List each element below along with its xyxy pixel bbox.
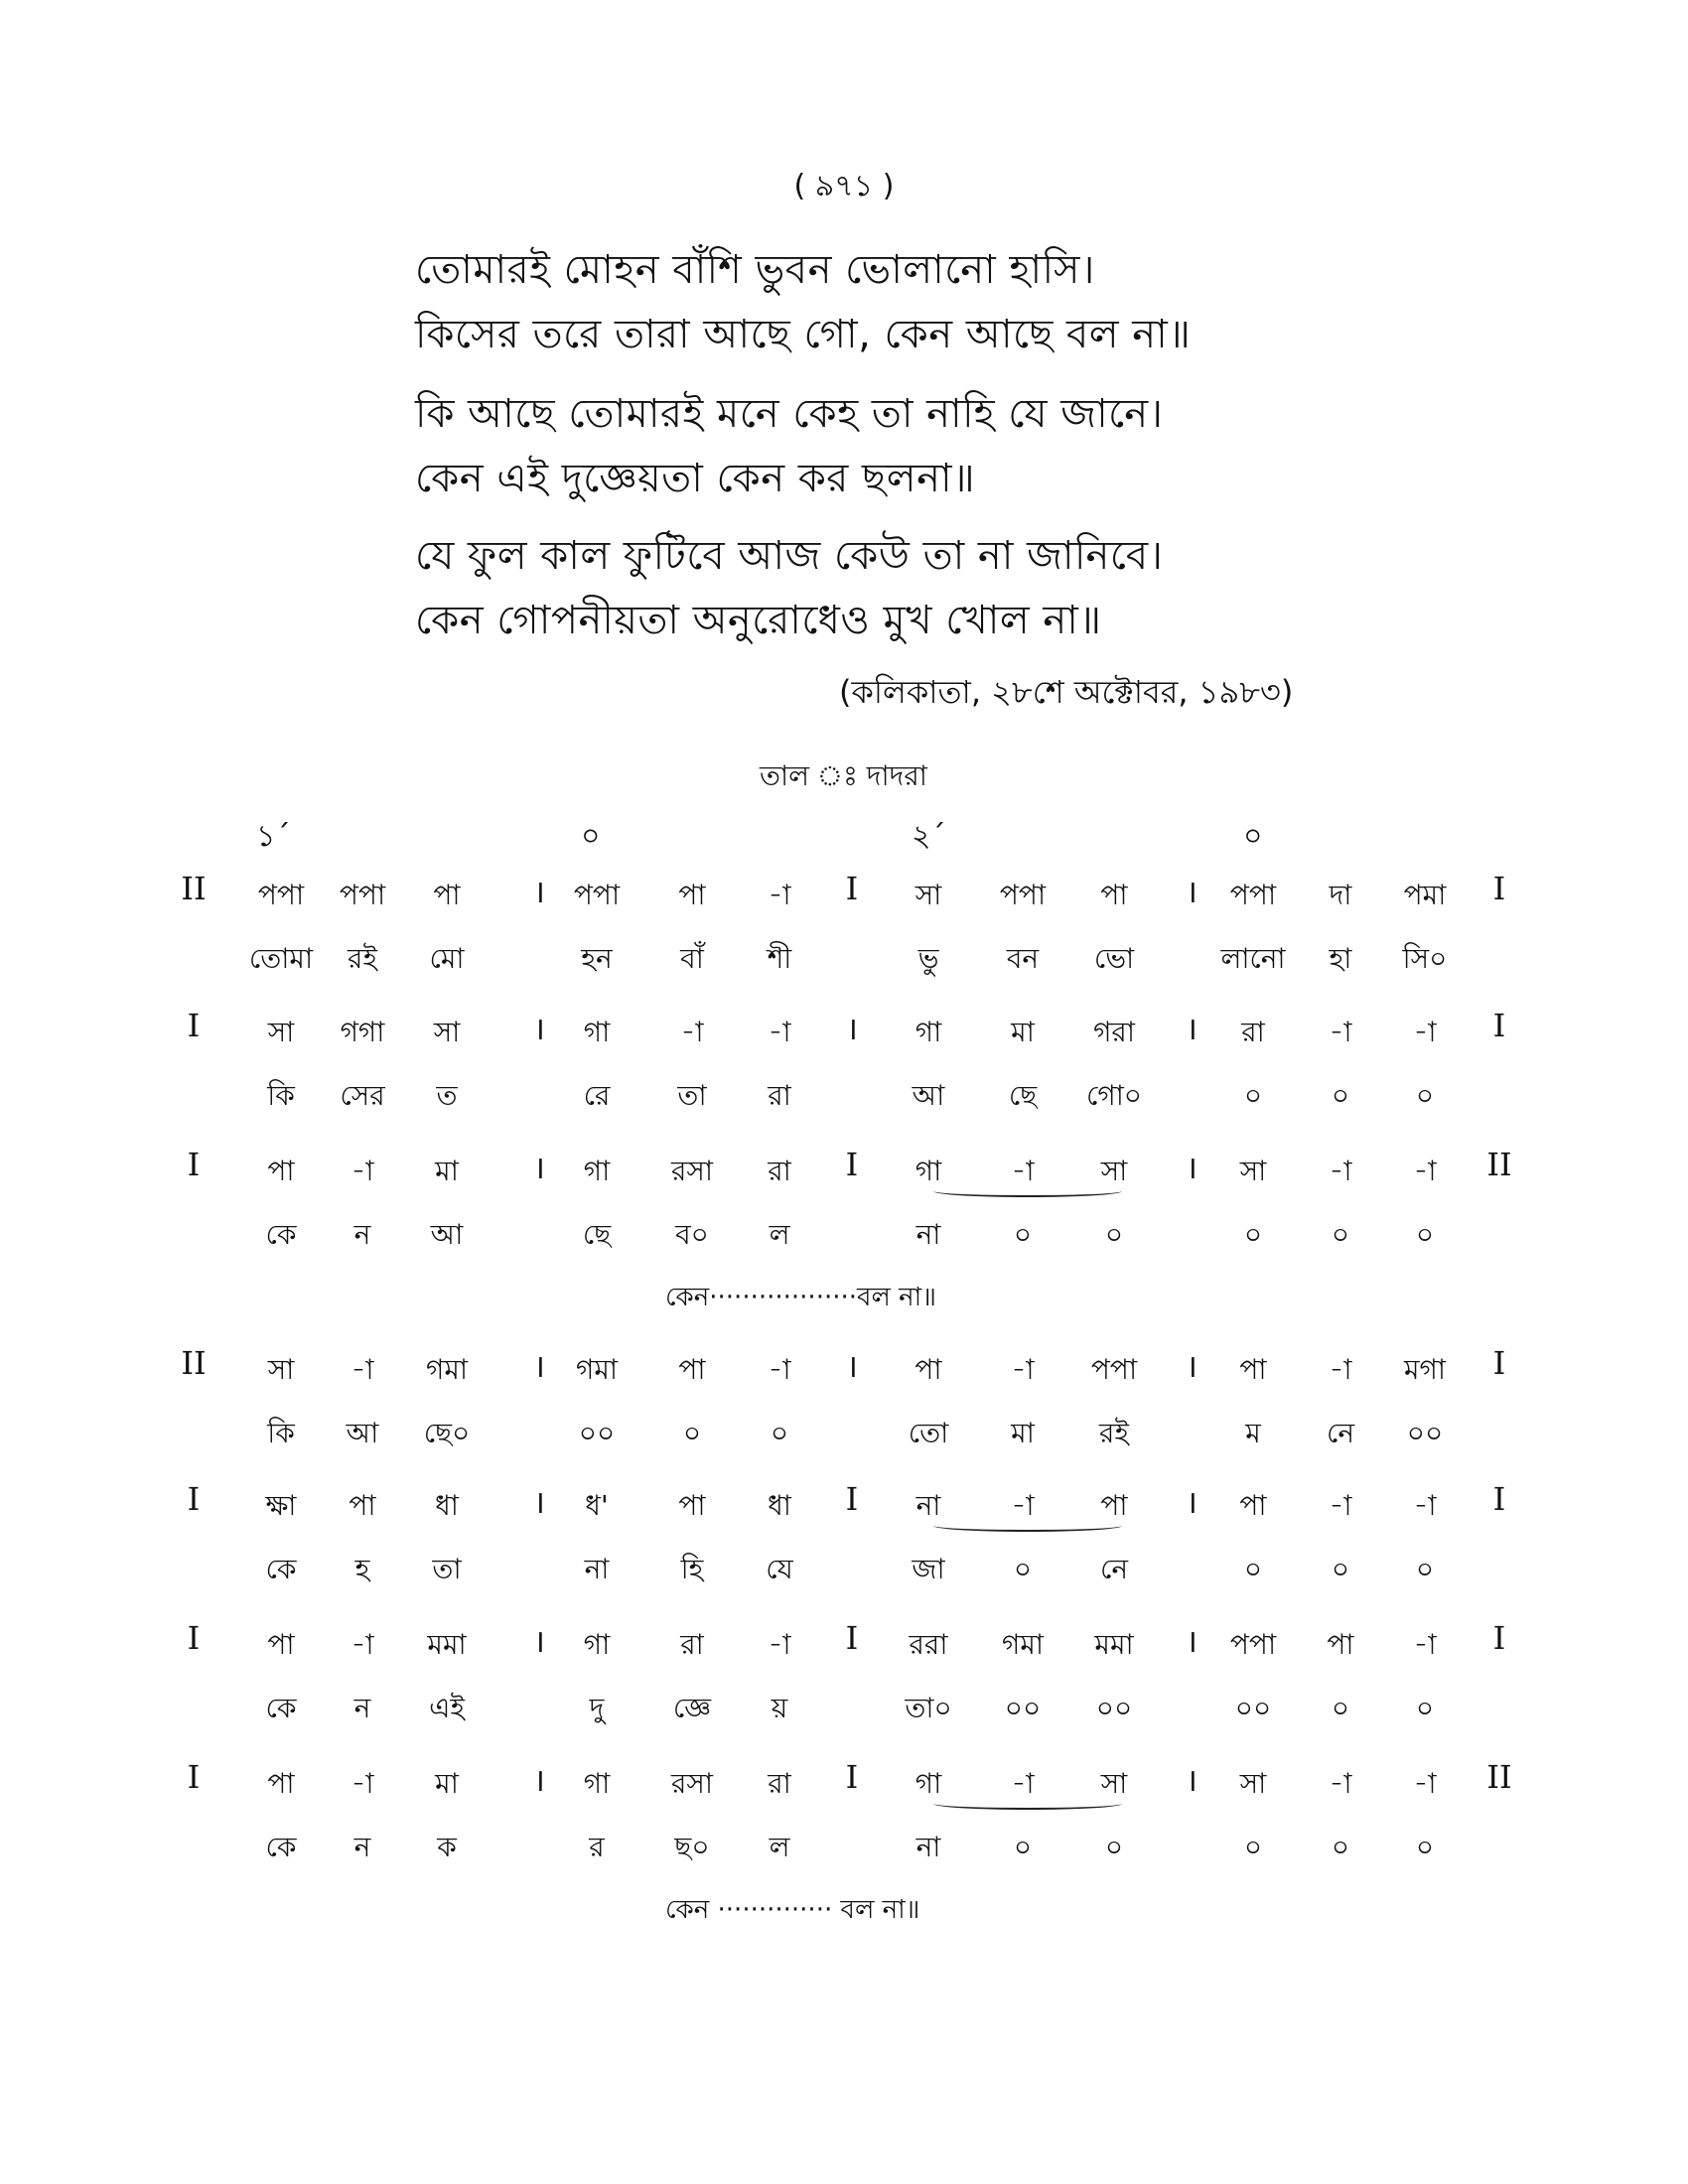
swara-note: পপা <box>339 879 386 911</box>
lyric-syllable: ন <box>353 1692 371 1724</box>
bar-line: I <box>187 1007 201 1044</box>
swara-note: গা <box>583 1628 611 1661</box>
lyric-syllable: ০ <box>1104 1218 1124 1251</box>
swara-note: গা <box>583 1155 611 1187</box>
meend-curve <box>933 1520 1122 1532</box>
bar-line: II <box>1486 1146 1512 1183</box>
swara-note: পপা <box>573 879 621 911</box>
lyric-syllable: শী <box>767 942 792 975</box>
lyric-syllable: কে <box>265 1692 297 1724</box>
lyric-syllable: ০ <box>1331 1218 1350 1251</box>
swara-note: গগা <box>340 1016 385 1048</box>
swara-note: -া <box>351 1628 374 1661</box>
lyric-syllable: ন <box>353 1218 371 1251</box>
swara-note: -া <box>1329 1016 1352 1048</box>
lyric-syllable: ০ <box>1415 1079 1435 1112</box>
lyric-syllable: নে <box>1326 1417 1355 1449</box>
lyric-syllable: ন <box>353 1831 371 1863</box>
lyric-syllable: ভো <box>1093 942 1135 975</box>
bar-line: । <box>845 1347 859 1385</box>
swara-note: -া <box>1413 1016 1437 1048</box>
swara-note: -া <box>1413 1489 1437 1522</box>
lyric-syllable: ছে০ <box>423 1417 471 1449</box>
lyric-syllable: নে <box>1099 1553 1129 1585</box>
swara-note: পা <box>914 1353 942 1386</box>
lyric-syllable: আ <box>912 1079 945 1112</box>
lyric-syllable: হি <box>680 1553 704 1585</box>
bar-line: । <box>532 1010 546 1047</box>
bar-line: । <box>532 1149 546 1186</box>
lyric-syllable: আ <box>430 1218 464 1251</box>
lyric-syllable: তো <box>908 1417 949 1449</box>
swara-note: -া <box>1011 1767 1035 1800</box>
lyric-syllable: ০০ <box>1234 1692 1272 1724</box>
lyric-syllable: য় <box>771 1692 788 1724</box>
bar-line: II <box>1486 1758 1512 1796</box>
swara-note: সা <box>914 879 942 911</box>
lyric-syllable: কে <box>265 1218 297 1251</box>
lyric-syllable: হন <box>581 942 613 975</box>
lyric-syllable: ০০ <box>1004 1692 1042 1724</box>
lyric-syllable: র <box>589 1831 605 1863</box>
swara-note: -া <box>351 1767 374 1800</box>
lyric-syllable: ছ০ <box>674 1831 710 1863</box>
swara-note: সা <box>1100 1767 1128 1800</box>
swara-note: ররা <box>909 1628 948 1661</box>
beat-marker: ০ <box>1243 819 1263 854</box>
lyric-syllable: ০ <box>1415 1692 1435 1724</box>
swara-note: পা <box>1327 1628 1354 1661</box>
swara-note: পপা <box>1229 1628 1277 1661</box>
bar-line: । <box>1185 1149 1198 1186</box>
lyric-syllable: রই <box>1099 1417 1129 1449</box>
swara-note: রা <box>680 1628 704 1661</box>
swara-note: -া <box>351 1353 374 1386</box>
swara-note: পা <box>267 1767 295 1800</box>
swara-note: গরা <box>1093 1016 1135 1048</box>
beat-marker: ২´ <box>912 819 946 854</box>
swara-note: -া <box>768 879 791 911</box>
bar-line: । <box>1185 873 1198 910</box>
swara-note: -া <box>768 1016 791 1048</box>
date-place-note: (কলিকাতা, ২৮শে অক্টোবর, ১৯৮৩) <box>839 673 1294 711</box>
swara-note: ধা <box>768 1489 791 1522</box>
lyric-syllable: মো <box>429 942 465 975</box>
lyric-syllable: তা০ <box>905 1692 952 1724</box>
lyric-syllable: ল <box>769 1218 790 1251</box>
swara-note: পপা <box>999 879 1047 911</box>
lyric-syllable: মা <box>1011 1417 1035 1449</box>
swara-note: রা <box>768 1767 791 1800</box>
lyric-syllable: না <box>915 1218 941 1251</box>
lyric-syllable: ০০ <box>1095 1692 1133 1724</box>
repeat-note: কেন··················বল না॥ <box>665 1283 936 1312</box>
swara-note: ধ' <box>585 1489 609 1522</box>
bar-line: I <box>187 1146 201 1183</box>
swara-note: মগা <box>1403 1353 1447 1386</box>
lyric-syllable: রে <box>583 1079 611 1112</box>
bar-line: । <box>1185 1010 1198 1047</box>
swara-note: -া <box>1329 1489 1352 1522</box>
swara-note: গা <box>583 1016 611 1048</box>
bar-line: । <box>845 1010 859 1047</box>
swara-note: গমা <box>425 1353 469 1386</box>
swara-note: রসা <box>670 1767 714 1800</box>
swara-note: মা <box>1011 1016 1035 1048</box>
meend-curve <box>933 1185 1122 1197</box>
lyric-syllable: দু <box>589 1692 605 1724</box>
swara-note: সা <box>1239 1767 1267 1800</box>
swara-note: রা <box>1241 1016 1265 1048</box>
meend-curve <box>933 1798 1122 1810</box>
swara-note: -া <box>680 1016 704 1048</box>
swara-note: -া <box>1413 1767 1437 1800</box>
swara-note: -া <box>768 1353 791 1386</box>
swara-note: না <box>915 1489 941 1522</box>
swara-note: রসা <box>670 1155 714 1187</box>
lyric-syllable: ০ <box>770 1417 789 1449</box>
lyric-syllable: ০ <box>1415 1218 1435 1251</box>
lyric-syllable: ম <box>1245 1417 1261 1449</box>
bar-line: I <box>187 1758 201 1796</box>
swara-note: রা <box>768 1155 791 1187</box>
swara-note: -া <box>768 1628 791 1661</box>
swara-note: পপা <box>257 879 305 911</box>
lyric-syllable: ০ <box>1013 1831 1033 1863</box>
lyric-syllable: সি০ <box>1402 942 1448 975</box>
swara-note: সা <box>267 1353 295 1386</box>
swara-note: পা <box>1239 1489 1267 1522</box>
bar-line: I <box>1492 1007 1506 1044</box>
tala-label: তাল ঃ দাদরা <box>760 759 927 792</box>
lyric-syllable: লানো <box>1220 942 1286 975</box>
page-number: ( ৯৭১ ) <box>793 169 895 204</box>
lyric-syllable: হ <box>354 1553 370 1585</box>
bar-line: II <box>181 1344 207 1382</box>
bar-line: I <box>1492 1480 1506 1518</box>
swara-note: সা <box>1100 1155 1128 1187</box>
lyric-syllable: এই <box>429 1692 465 1724</box>
lyric-syllable: রই <box>348 942 377 975</box>
lyric-syllable: তা <box>677 1079 707 1112</box>
lyric-syllable: ০ <box>1243 1079 1263 1112</box>
lyric-syllable: তোমা <box>248 942 314 975</box>
lyric-syllable: না <box>584 1553 610 1585</box>
swara-note: পপা <box>1090 1353 1138 1386</box>
bar-line: I <box>845 1480 859 1518</box>
lyric-syllable: ০০ <box>1406 1417 1444 1449</box>
poem-line: কিসের তরে তারা আছে গো, কেন আছে বল না॥ <box>415 312 1192 357</box>
lyric-syllable: ভু <box>917 942 939 975</box>
swara-note: -া <box>1329 1767 1352 1800</box>
bar-line: I <box>187 1480 201 1518</box>
swara-note: মা <box>435 1155 459 1187</box>
swara-note: গমা <box>1001 1628 1045 1661</box>
poem-line: তোমারই মোহন বাঁশি ভুবন ভোলানো হাসি। <box>415 247 1095 293</box>
poem-line: কেন এই দুজ্ঞেয়তা কেন কর ছলনা॥ <box>415 456 976 501</box>
swara-note: পা <box>678 1353 706 1386</box>
bar-line: । <box>532 1483 546 1521</box>
swara-note: মা <box>435 1767 459 1800</box>
lyric-syllable: ০ <box>1104 1831 1124 1863</box>
bar-line: । <box>1185 1622 1198 1660</box>
swara-note: পা <box>678 1489 706 1522</box>
lyric-syllable: ০ <box>1331 1831 1350 1863</box>
swara-note: পা <box>1100 879 1128 911</box>
lyric-syllable: ক <box>437 1831 457 1863</box>
poem-line: যে ফুল কাল ফুটিবে আজ কেউ তা না জানিবে। <box>415 533 1164 579</box>
bar-line: । <box>1185 1761 1198 1799</box>
swara-note: পা <box>433 879 461 911</box>
lyric-syllable: ০ <box>1013 1553 1033 1585</box>
swara-note: পা <box>267 1628 295 1661</box>
lyric-syllable: হা <box>1329 942 1352 975</box>
poem-line: কেন গোপনীয়তা অনুরোধেও মুখ খোল না॥ <box>415 598 1102 643</box>
lyric-syllable: সের <box>340 1079 385 1112</box>
swara-note: ধা <box>435 1489 459 1522</box>
swara-note: -া <box>1329 1353 1352 1386</box>
lyric-syllable: গো০ <box>1085 1079 1143 1112</box>
bar-line: । <box>1185 1483 1198 1521</box>
swara-note: গা <box>583 1767 611 1800</box>
swara-note: -া <box>1413 1628 1437 1661</box>
lyric-syllable: ছে <box>582 1218 612 1251</box>
lyric-syllable: ত <box>436 1079 458 1112</box>
lyric-syllable: জা <box>912 1553 945 1585</box>
swara-note: -া <box>1011 1155 1035 1187</box>
bar-line: । <box>532 1761 546 1799</box>
beat-marker: ১´ <box>256 819 291 854</box>
swara-note: সা <box>267 1016 295 1048</box>
lyric-syllable: ০ <box>1243 1218 1263 1251</box>
lyric-syllable: ০ <box>1243 1553 1263 1585</box>
lyric-syllable: ০ <box>1013 1218 1033 1251</box>
bar-line: I <box>845 870 859 907</box>
lyric-syllable: কে <box>265 1553 297 1585</box>
lyric-syllable: কি <box>267 1417 295 1449</box>
beat-marker: ০ <box>581 819 601 854</box>
bar-line: I <box>187 1619 201 1657</box>
swara-note: মমা <box>1094 1628 1134 1661</box>
swara-note: মমা <box>427 1628 467 1661</box>
swara-note: -া <box>1329 1155 1352 1187</box>
swara-note: পমা <box>1403 879 1447 911</box>
swara-note: -া <box>1011 1353 1035 1386</box>
swara-note: পপা <box>1229 879 1277 911</box>
swara-note: গা <box>914 1767 942 1800</box>
bar-line: I <box>845 1619 859 1657</box>
bar-line: । <box>532 1622 546 1660</box>
swara-note: ক্ষা <box>265 1489 297 1522</box>
bar-line: I <box>1492 1344 1506 1382</box>
lyric-syllable: বাঁ <box>680 942 704 975</box>
lyric-syllable: ০ <box>1415 1553 1435 1585</box>
swara-note: -া <box>1011 1489 1035 1522</box>
lyric-syllable: ল <box>769 1831 790 1863</box>
bar-line: I <box>1492 870 1506 907</box>
lyric-syllable: কি <box>267 1079 295 1112</box>
swara-note: গমা <box>575 1353 619 1386</box>
swara-note: সা <box>433 1016 461 1048</box>
lyric-syllable: আ <box>346 1417 379 1449</box>
swara-note: পা <box>1239 1353 1267 1386</box>
swara-note: -া <box>1413 1155 1437 1187</box>
lyric-syllable: ০ <box>1331 1692 1350 1724</box>
lyric-syllable: না <box>915 1831 941 1863</box>
swara-note: পা <box>1100 1489 1128 1522</box>
lyric-syllable: তা <box>432 1553 462 1585</box>
lyric-syllable: ছে <box>1008 1079 1038 1112</box>
swara-note: গা <box>914 1016 942 1048</box>
swara-note: পা <box>267 1155 295 1187</box>
lyric-syllable: রা <box>768 1079 791 1112</box>
lyric-syllable: ০ <box>1331 1553 1350 1585</box>
lyric-syllable: জ্ঞে <box>672 1692 712 1724</box>
lyric-syllable: বন <box>1006 942 1040 975</box>
lyric-syllable: ব০ <box>675 1218 709 1251</box>
lyric-syllable: যে <box>766 1553 793 1585</box>
swara-note: সা <box>1239 1155 1267 1187</box>
lyric-syllable: ০ <box>682 1417 702 1449</box>
swara-note: পা <box>349 1489 376 1522</box>
swara-note: দা <box>1329 879 1352 911</box>
poem-line: কি আছে তোমারই মনে কেহ তা নাহি যে জানে। <box>415 391 1164 437</box>
bar-line: I <box>845 1146 859 1183</box>
swara-note: পা <box>678 879 706 911</box>
lyric-syllable: ০ <box>1415 1831 1435 1863</box>
repeat-note: কেন ·············· বল না॥ <box>665 1895 920 1925</box>
lyric-syllable: ০০ <box>578 1417 616 1449</box>
swara-note: গা <box>914 1155 942 1187</box>
bar-line: । <box>1185 1347 1198 1385</box>
bar-line: I <box>1492 1619 1506 1657</box>
bar-line: II <box>181 870 207 907</box>
bar-line: I <box>845 1758 859 1796</box>
swara-note: -া <box>351 1155 374 1187</box>
bar-line: । <box>532 873 546 910</box>
lyric-syllable: কে <box>265 1831 297 1863</box>
lyric-syllable: ০ <box>1243 1831 1263 1863</box>
bar-line: । <box>532 1347 546 1385</box>
lyric-syllable: ০ <box>1331 1079 1350 1112</box>
